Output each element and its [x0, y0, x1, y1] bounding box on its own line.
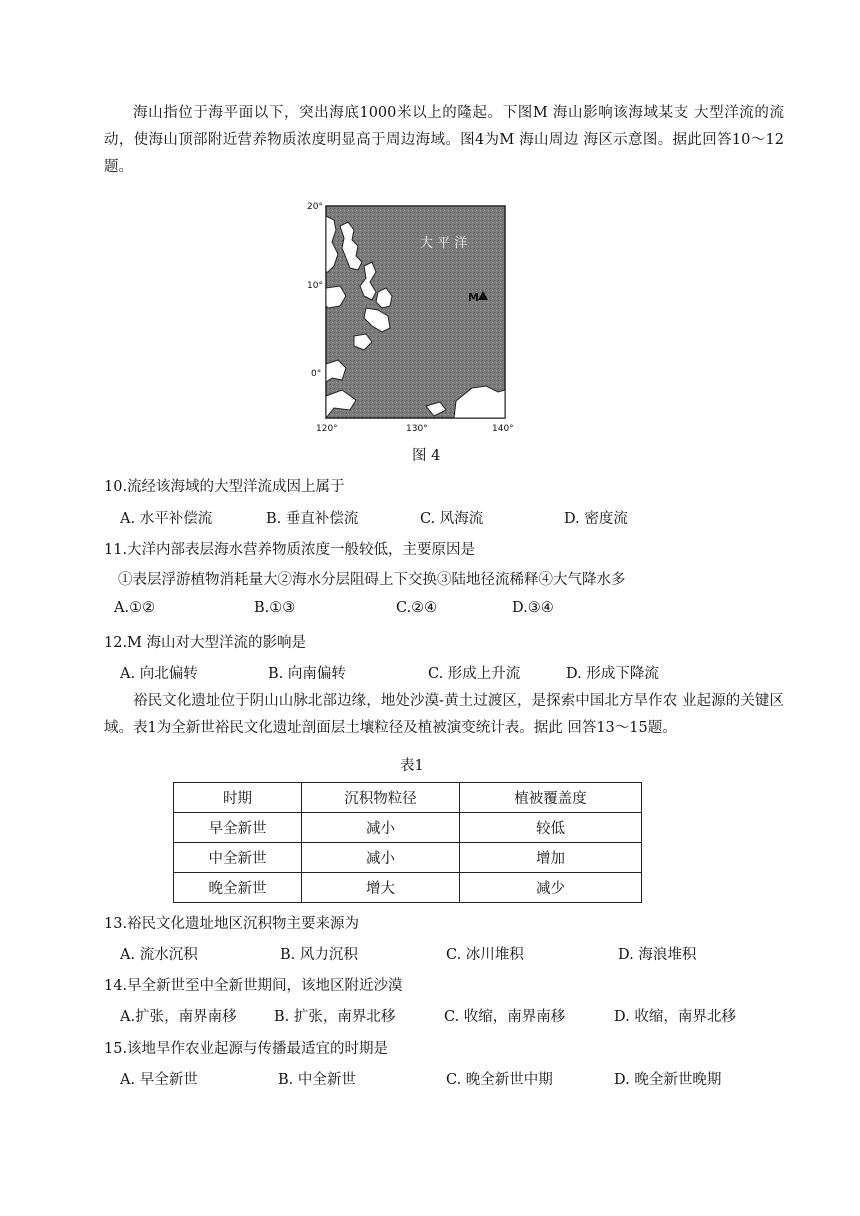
q12-option-b: B. 向南偏转 — [268, 666, 346, 682]
table-cell: 增加 — [460, 843, 642, 873]
q10-option-b: B. 垂直补偿流 — [266, 511, 359, 527]
q11-option-a: A.①② — [114, 600, 156, 616]
q14-option-b: B. 扩张，南界北移 — [274, 1009, 396, 1025]
table-header-cell: 植被覆盖度 — [460, 783, 642, 813]
question-15-stem: 15.该地旱作农业起源与传播最适宜的时期是 — [104, 1041, 389, 1057]
q15-option-d: D. 晚全新世晚期 — [614, 1072, 722, 1088]
question-10-stem: 10.流经该海域的大型洋流成因上属于 — [104, 479, 345, 495]
q11-option-c: C.②④ — [396, 600, 438, 616]
question-14-stem: 14.早全新世至中全新世期间，该地区附近沙漠 — [104, 978, 403, 994]
q14-option-c: C. 收缩，南界南移 — [444, 1009, 566, 1025]
table-cell: 中全新世 — [174, 843, 302, 873]
q13-option-d: D. 海浪堆积 — [618, 947, 697, 963]
lon-label-140: 140° — [492, 424, 514, 434]
table-1 — [173, 782, 642, 903]
question-12-stem: 12.M 海山对大型洋流的影响是 — [104, 635, 307, 651]
lat-label-20: 20° — [307, 202, 323, 212]
q13-option-a: A. 流水沉积 — [120, 947, 198, 963]
lat-label-10: 10° — [307, 281, 323, 291]
q11-statements: ①表层浮游植物消耗量大②海水分层阻碍上下交换③陆地径流稀释④大气降水多 — [118, 572, 626, 588]
intro-paragraph-2: 裕民文化遗址位于阴山山脉北部边缘，地处沙漠-黄土过渡区，是探索中国北方旱作农 业起源的关键区域。表1为全新世裕民文化遗址剖面层土壤粒径及植被演变统计表。据此 回答13～15题。 — [104, 693, 784, 736]
table-cell: 增大 — [302, 873, 460, 903]
table-header-cell: 时期 — [174, 783, 302, 813]
table-cell: 早全新世 — [174, 813, 302, 843]
q12-option-c: C. 形成上升流 — [428, 666, 521, 682]
lat-label-0: 0° — [311, 369, 322, 379]
figure-4-caption: 图 4 — [412, 448, 441, 464]
table-1-caption: 表1 — [400, 758, 424, 774]
q15-option-a: A. 早全新世 — [120, 1072, 198, 1088]
seamount-label: M — [468, 291, 479, 304]
q13-option-c: C. 冰川堆积 — [446, 947, 524, 963]
intro-paragraph-1: 海山指位于海平面以下，突出海底1000米以上的隆起。下图M 海山影响该海域某支 大型洋流的流动，使海山顶部附近营养物质浓度明显高于周边海域。图4为M 海山周边 海区示意图。据此回答10～12题。 — [104, 105, 784, 175]
question-13-stem: 13.裕民文化遗址地区沉积物主要来源为 — [104, 916, 360, 932]
q10-option-a: A. 水平补偿流 — [120, 511, 213, 527]
q11-option-d: D.③④ — [512, 600, 554, 616]
lon-label-120: 120° — [316, 424, 338, 434]
lon-label-130: 130° — [406, 424, 428, 434]
table-cell: 晚全新世 — [174, 873, 302, 903]
q10-option-d: D. 密度流 — [564, 511, 628, 527]
q14-option-a: A.扩张，南界南移 — [120, 1009, 237, 1025]
q14-option-d: D. 收缩，南界北移 — [614, 1009, 736, 1025]
q11-option-b: B.①③ — [254, 600, 296, 616]
table-cell: 减小 — [302, 843, 460, 873]
table-cell: 减小 — [302, 813, 460, 843]
table-row — [174, 843, 642, 873]
ocean-label: 大 平 洋 — [420, 236, 468, 251]
table-header-row — [174, 783, 642, 813]
table-row — [174, 873, 642, 903]
table-cell: 减少 — [460, 873, 642, 903]
q10-option-c: C. 风海流 — [420, 511, 484, 527]
table-row — [174, 813, 642, 843]
q12-option-a: A. 向北偏转 — [120, 666, 198, 682]
question-11-stem: 11.大洋内部表层海水营养物质浓度一般较低，主要原因是 — [104, 542, 476, 558]
seamount-map — [306, 196, 526, 434]
q15-option-b: B. 中全新世 — [278, 1072, 356, 1088]
q13-option-b: B. 风力沉积 — [280, 947, 358, 963]
q15-option-c: C. 晚全新世中期 — [446, 1072, 553, 1088]
q12-option-d: D. 形成下降流 — [566, 666, 659, 682]
table-cell: 较低 — [460, 813, 642, 843]
table-header-cell: 沉积物粒径 — [302, 783, 460, 813]
